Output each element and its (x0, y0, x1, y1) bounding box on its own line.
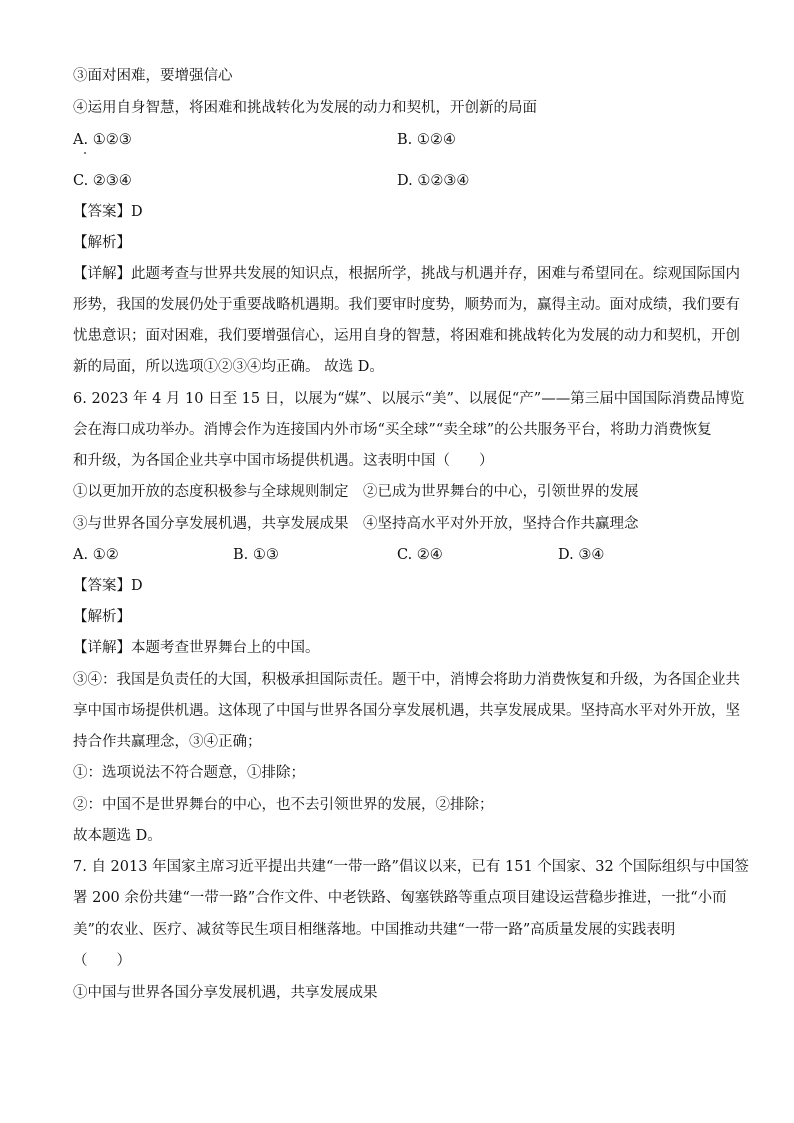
q7-stem-line-4: （ ） (73, 953, 131, 969)
q6-stem-line-2: 会在海口成功举办。消博会作为连接国内外市场“买全球”“卖全球”的公共服务平台，将助力消费恢复 (73, 422, 712, 438)
speck-mark (84, 152, 86, 154)
q5-item-4: ④运用自身智慧，将困难和挑战转化为发展的动力和契机，开创新的局面 (73, 100, 537, 116)
q7-stem-line-1: 7. 自 2013 年国家主席习近平提出共建“一带一路”倡议以来，已有 151 个国家、32 个国际组织与中国签 (73, 859, 749, 875)
q6-point-1: ①：选项说法不符合题意，①排除； (73, 765, 305, 781)
q6-detail: 【详解】本题考查世界舞台上的中国。 (73, 640, 320, 656)
q6-analysis-label: 【解析】 (73, 609, 131, 625)
q6-items-row-2: ③与世界各国分享发展机遇，共享发展成果 ④坚持高水平对外开放，坚持合作共赢理念 (73, 516, 639, 532)
q5-option-c: C. ②③④ (73, 173, 132, 189)
q6-option-c: C. ②④ (397, 547, 443, 563)
q6-point34-line-2: 享中国市场提供机遇。这体现了中国与世界各国分享发展机遇，共享发展成果。坚持高水平对外开放，坚 (73, 703, 740, 719)
q5-answer: 【答案】D (73, 204, 143, 220)
q5-option-d: D. ①②③④ (397, 173, 470, 189)
q7-stem-line-2: 署 200 余份共建“一带一路”合作文件、中老铁路、匈塞铁路等重点项目建设运营稳步推进，一批“小而 (73, 890, 727, 906)
q6-stem-line-3: 和升级，为各国企业共享中国市场提供机遇。这表明中国（ ） (73, 453, 494, 469)
q6-option-a: A. ①② (73, 547, 119, 563)
q5-detail-line-2: 形势，我国的发展仍处于重要战略机遇期。我们要审时度势，顺势而为，赢得主动。面对成绩，我们要有 (73, 297, 740, 313)
q6-items-row-1: ①以更加开放的态度积极参与全球规则制定 ②已成为世界舞台的中心，引领世界的发展 (73, 484, 639, 500)
q6-stem-line-1: 6. 2023 年 4 月 10 日至 15 日，以展为“媒”、以展示“美”、以展促“产”——第三届中国国际消费品博览 (73, 391, 745, 407)
q6-option-d: D. ③④ (558, 547, 605, 563)
q5-detail-line-1: 【详解】此题考查与世界共发展的知识点，根据所学，挑战与机遇并存，困难与希望同在。综观国际国内 (73, 266, 740, 282)
q6-option-b: B. ①③ (233, 547, 279, 563)
q5-option-a: A. ①②③ (73, 132, 132, 148)
q7-item-1: ①中国与世界各国分享发展机遇，共享发展成果 (73, 985, 378, 1001)
q6-point34-line-3: 持合作共赢理念，③④正确； (73, 734, 262, 750)
q6-conclusion: 故本题选 D。 (73, 828, 162, 844)
q5-detail-line-4: 新的局面，所以选项①②③④均正确。 故选 D。 (73, 359, 384, 375)
q5-item-3: ③面对困难，要增强信心 (73, 68, 233, 84)
q7-stem-line-3: 美”的农业、医疗、减贫等民生项目相继落地。中国推动共建“一带一路”高质量发展的实践表明 (73, 922, 676, 938)
q6-point34-line-1: ③④：我国是负责任的大国，积极承担国际责任。题干中，消博会将助力消费恢复和升级，为各国企业共 (73, 672, 740, 688)
q5-analysis-label: 【解析】 (73, 235, 131, 251)
q6-point-2: ②：中国不是世界舞台的中心，也不去引领世界的发展，②排除； (73, 797, 494, 813)
q6-answer: 【答案】D (73, 578, 143, 594)
q5-detail-line-3: 忧患意识；面对困难，我们要增强信心，运用自身的智慧，将困难和挑战转化为发展的动力和契机，开创 (73, 328, 740, 344)
q5-option-b: B. ①②④ (397, 132, 456, 148)
